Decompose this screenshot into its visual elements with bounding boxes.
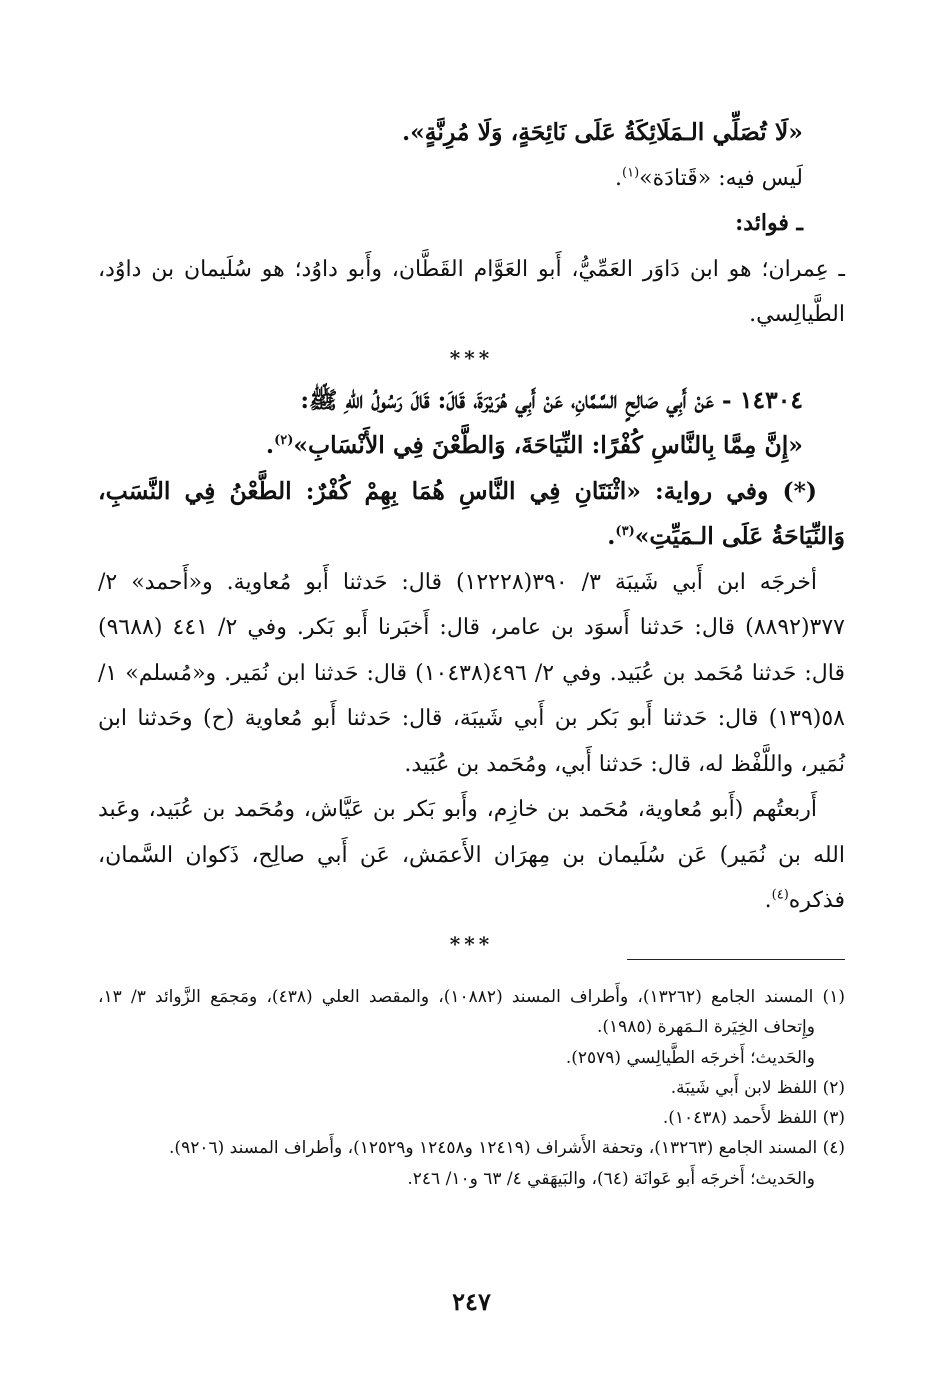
footnote-ref-4: (٤) [771,887,789,903]
hadith-14304-text [98,423,845,469]
section-separator-end: *** [449,931,494,956]
footnote-ref-1: (١) [622,165,640,181]
main-text [98,110,845,964]
section-separator: *** [449,345,494,370]
footnote-1-continuation: والحَديث؛ أَخرجَه الطَّيالِسي (٢٥٧٩). [565,1047,815,1068]
note-line-text: لَيس فيه: «قَتادَة» [639,165,803,191]
fawaid-heading: ـ فوائد: [735,210,803,236]
variant-riwaya [98,469,845,560]
note-line [98,156,845,202]
hadith-continuation-line: «لَا تُصَلِّي الـمَلَائِكَةُ عَلَى نَائِحَةٍ، وَلَا مُرِنَّةٍ». [401,118,803,146]
hadith-14304-intro: ١٤٣٠٤ - عَنْ أَبِي صَالِحٍ السَّمَّانِ، عَنْ أَبِي هُرَيْرَةَ، قَالَ: قَالَ رَسُولُ اللهِ ﷺ: [300,385,803,414]
hadith-end: . [265,431,275,459]
variant-end: . [607,522,616,550]
footnote-divider [627,959,845,960]
footnote-ref-3: (٣) [615,524,635,540]
footnote-1: (١) المسند الجامع (١٣٢٦٢)، وأَطراف المسند (١٠٨٨٢)، والمقصد العلي (٤٣٨)، ومَجمَع الزَّوائد ٣/ ١٣، وإِتحاف الخِيَرة الـمَهرة (١٩٨٥). [98,987,845,1038]
arbaatuhum-end: . [764,888,772,913]
footnotes [98,982,845,1194]
fawaid-paragraph: ـ عِمران؛ هو ابن دَاوَر العَمِّيُّ، أَبو العَوَّام القَطَّان، وأَبو داوُد؛ هو سُلَيمان بن داوُد، الطَّيالِسي. [98,256,845,327]
footnote-2: (٢) اللفظ لابن أَبي شَيبَة. [670,1077,845,1098]
arbaatuhum-text: أَربعتُهم (أَبو مُعاوية، مُحَمد بن خازِم، وأَبو بَكر بن عَيَّاش، ومُحَمد بن عُبَيد، وعَبد الله بن نُمَير) عَن سُلَيمان بن مِهرَان الأَعمَش، عَن أَبي صالِح، ذَكوان السَّمان، فذكره [98,797,845,913]
footnote-3: (٣) اللفظ لأَحمد (١٠٤٣٨). [662,1108,845,1129]
hadith-matn: «إِنَّ مِمَّا بِالنَّاسِ كُفْرًا: النِّيَاحَةَ، وَالطَّعْنَ فِي الأَنْسَابِ» [293,431,803,459]
page-number: ٢٤٧ [452,1287,491,1316]
variant-text: (*) وفي رواية: «اثْنَتَانِ فِي النَّاسِ هُمَا بِهِمْ كُفْرٌ: الطَّعْنُ فِي النَّسَبِ، وَالنِّيَاحَةُ عَلَى الـمَيِّتِ» [98,476,845,550]
footnote-4: (٤) المسند الجامع (١٣٢٦٣)، وتحفة الأَشراف (١٢٤١٩ و١٢٤٥٨ و١٢٥٢٩)، وأَطراف المسند (٩٢٠٦). [169,1138,845,1159]
arbaatuhum-paragraph [98,787,845,924]
footnote-ref-2: (٢) [274,433,294,449]
note-line-end: . [615,165,623,191]
takhrij-paragraph: أخرجَه ابن أَبي شَيبَة ٣/ ٣٩٠(١٢٢٢٨) قال: حَدثنا أَبو مُعاوية. و«أَحمد» ٢/ ٣٧٧(٨٨٩٢) قال: حَدثنا أَسوَد بن عامر، قال: أَخبَرنا أَبو بَكر. وفي ٢/ ٤٤١ (٩٦٨٨) قال: حَدثنا مُحَمد بن عُبَيد. وفي ٢/ ٤٩٦(١٠٤٣٨) قال: حَدثنا ابن نُمَير. و«مُسلم» ١/ ٥٨(١٣٩) قال: حَدثنا أَبو بَكر بن أَبي شَيبَة، قال: حَدثنا أَبو مُعاوية (ح) وحَدثنا ابن نُمَير، واللَّفْظ له، قال: حَدثنا أَبي، ومُحَمد بن عُبَيد. [98,569,846,777]
footnote-4-continuation: والحَديث؛ أَخرجَه أَبو عَوانَة (٦٤)، والبَيهَقي ٤/ ٦٣ و١٠/ ٢٤٦. [407,1168,815,1189]
